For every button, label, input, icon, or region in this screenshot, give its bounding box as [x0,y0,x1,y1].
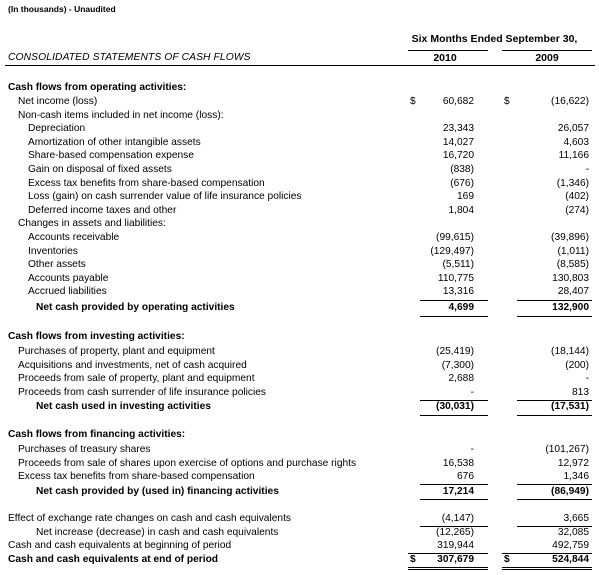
table-row: Amortization of other intangible assets 14,027 4,603 [28,136,589,148]
table-row: Proceeds from sale of property, plant and equipment 2,688 - [18,373,589,385]
total-rule [420,499,488,500]
investing-heading-row [0,330,599,344]
total-rule [517,415,592,416]
investing-heading: Cash flows from investing activities: [8,331,185,342]
financing-total-row: Net cash provided by (used in) financing activities 17,214 (86,949) [36,486,589,497]
header-rule-year2 [502,50,592,51]
table-row: Accounts receivable (99,615) (39,896) [28,232,589,243]
grand-total-rule [408,567,488,570]
table-row: Loss (gain) on cash surrender value of life insurance policies 169 (402) [28,191,589,203]
table-row: Deferred income taxes and other 1,804 (274) [28,204,589,216]
year-2010-heading: 2010 [433,52,457,64]
header-rule-year1 [408,50,488,51]
table-row: Net income (loss) $ 60,682 $ (16,622) [18,96,589,107]
changes-heading-row: Changes in assets and liabilities: [18,218,166,230]
table-row: Accrued liabilities 13,316 28,407 [28,286,589,298]
table-row: Acquisitions and investments, net of cash acquired (7,300) (200) [18,359,589,371]
operating-heading-row [0,81,599,95]
year-2009-heading: 2009 [535,52,559,64]
period-heading: Six Months Ended September 30, [411,33,578,45]
total-rule [420,415,488,416]
table-row: Purchases of property, plant and equipment (25,419) (18,144) [18,346,589,357]
table-row: Proceeds from cash surrender of life insurance policies - 813 [18,386,589,398]
table-row: Gain on disposal of fixed assets (838) - [28,164,589,175]
table-row: Depreciation 23,343 26,057 [28,123,589,135]
financing-heading: Cash flows from financing activities: [8,429,186,440]
table-row: Excess tax benefits from share-based compensation (676) (1,346) [28,177,589,189]
table-row: Other assets (5,511) (8,585) [28,259,589,271]
total-rule [517,499,592,500]
table-row: Cash and cash equivalents at beginning of period 319,944 492,759 [8,540,589,552]
noncash-heading-row: Non-cash items included in net income (loss): [18,109,224,121]
total-rule [420,316,488,317]
ending-cash-row: Cash and cash equivalents at end of period $ 307,679 $ 524,844 [8,553,589,565]
operating-total-row: Net cash provided by operating activities 4,699 132,900 [36,302,589,313]
grand-total-rule [502,567,592,570]
units-note: (In thousands) - Unaudited [8,4,116,14]
total-rule [517,316,592,317]
table-row: Inventories (129,497) (1,011) [28,245,589,257]
table-row: Excess tax benefits from share-based compensation 676 1,346 [18,471,589,483]
table-row: Effect of exchange rate changes on cash and cash equivalents (4,147) 3,665 [8,513,589,524]
table-row: Share-based compensation expense 16,720 11,166 [28,150,589,162]
table-row: Purchases of treasury shares - (101,267) [18,444,589,455]
header-rule [5,65,595,66]
investing-total-row: Net cash used in investing activities (30,031) (17,531) [36,401,589,412]
table-row: Proceeds from sale of shares upon exercise of options and purchase rights 16,538 12,972 [18,457,589,469]
operating-heading: Cash flows from operating activities: [8,82,187,93]
table-row: Net increase (decrease) in cash and cash equivalents (12,265) 32,085 [36,526,589,538]
financing-heading-row [0,428,599,442]
statement-title: CONSOLIDATED STATEMENTS OF CASH FLOWS [8,52,251,63]
table-row: Accounts payable 110,775 130,803 [28,272,589,284]
